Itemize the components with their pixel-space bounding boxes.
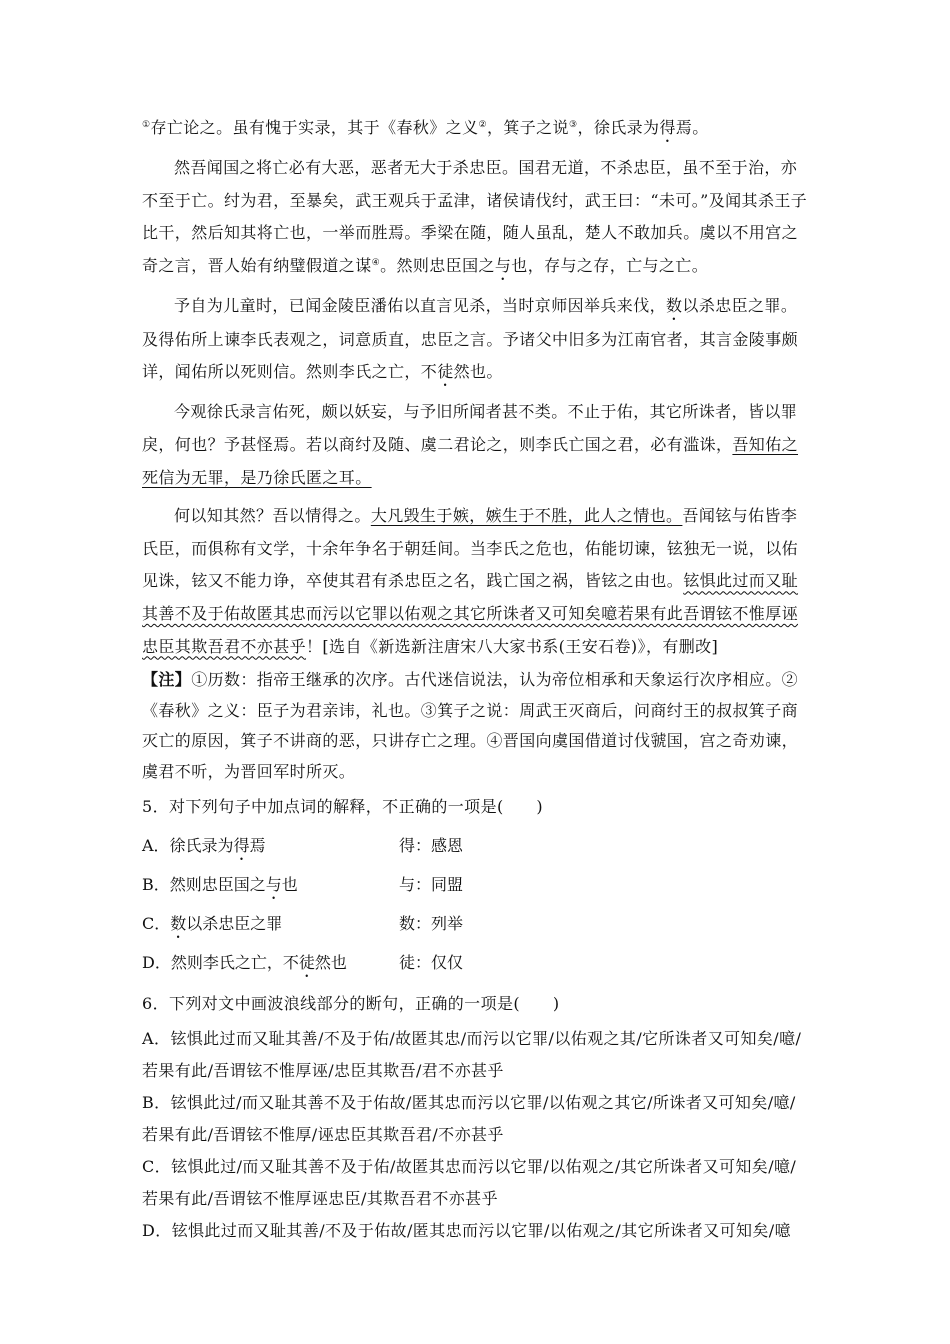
passage-text: ！[选自《新选新注唐宋八大家书系(王安石卷)》，有删改]: [306, 636, 719, 656]
underlined-sentence: 吾知佑之死信为无罪，是乃徐氏匿之耳。: [142, 434, 799, 487]
option-text: 也: [281, 875, 298, 895]
passage-text: 然也。: [453, 362, 503, 382]
passage-text: 予自为儿童时，已闻金陵臣潘佑以直言见杀，当时京师因举兵来伐，: [174, 295, 667, 315]
option-gloss: 徒：仅仅: [399, 953, 464, 973]
question-6-option-a: A．铉惧此过而又耻其善/不及于佑/故匿其忠/而污以它罪/以佑观之其/它所诛者又可知矣/噫/若果有此/吾谓铉不惟厚诬/忠臣其欺吾/君不亦甚乎: [142, 1029, 802, 1081]
option-text: A．徐氏录为: [142, 836, 234, 856]
option-sentence: [142, 943, 399, 982]
dotted-word: 与: [494, 255, 512, 275]
passage-paragraph-5: [142, 500, 812, 663]
passage-paragraph-4: [142, 396, 812, 494]
document-page: [142, 112, 812, 1247]
dotted-word: 与: [265, 875, 282, 895]
passage-text: 存亡论之。虽有愧于实录，其于《春秋》之义: [150, 118, 479, 137]
option-text: B．然则忠臣国之: [142, 875, 266, 895]
wavy-underlined-passage: 铉惧此过而又耻其善不及于佑故匿其忠而污以它罪以佑观之其它所诛者又可知矣噫若果有此吾谓铉不惟厚诬忠臣其欺吾君不亦甚乎: [142, 571, 799, 656]
question-6-option-d: D．铉惧此过而又耻其善/不及于佑故/匿其忠而污以它罪/以佑观之/其它所诛者又可知矣/噫: [142, 1221, 791, 1241]
question-5-option-b: [142, 865, 812, 904]
footnote-ref: ③: [568, 120, 578, 130]
dotted-word: 得: [233, 836, 250, 856]
option-sentence: [142, 865, 399, 904]
passage-text: 然吾闻国之将亡必有大恶，恶者无大于杀忠臣。国君无道，不杀忠臣，虽不至于治，亦不至于亡。纣为君，至暴矣，武王观兵于孟津，诸侯请伐纣，武王曰：“未可。”及闻其杀王子比干，然后知其将亡也，一举而胜焉。季梁在随，随人虽乱，楚人不敢加兵。虞以不用宫之奇之言，晋人始有纳璧假道之谋: [142, 158, 808, 275]
dotted-word: 得: [659, 118, 676, 137]
annotation-note: [142, 665, 812, 787]
option-text: 焉: [249, 836, 266, 856]
option-gloss: 与：同盟: [399, 875, 464, 895]
footnote-ref: ②: [478, 120, 487, 130]
passage-paragraph-3: [142, 290, 812, 391]
option-text: 然也: [314, 953, 347, 973]
option-text: C．: [142, 914, 171, 934]
question-6-option-b: B．铉惧此过/而又耻其善不及于佑故/匿其忠而污以它罪/以佑观之其它/所诛者又可知矣/噫/若果有此/吾谓铉不惟厚/诬忠臣其欺吾君/不亦甚乎: [142, 1093, 796, 1145]
question-5-option-c: [142, 904, 812, 943]
dotted-word: 徒: [298, 953, 315, 973]
passage-text: ，箕子之说: [486, 118, 569, 137]
question-6-stem: 6．下列对文中画波浪线部分的断句，正确的一项是( ): [142, 994, 560, 1014]
passage-paragraph-1: [142, 112, 812, 146]
dotted-word: 徒: [437, 362, 454, 382]
option-gloss: 得：感恩: [399, 836, 464, 856]
note-text: ①历数：指帝王继承的次序。古代迷信说法，认为帝位相承和天象运行次序相应。②《春秋》之义：臣子为君亲讳，礼也。③箕子之说：周武王灭商后，问商纣王的叔叔箕子商灭亡的原因，箕子不讲商的恶，只讲存亡之理。④晋国向虞国借道讨伐虢国，宫之奇劝谏，虞君不听，为晋回军时所灭。: [142, 670, 799, 781]
passage-paragraph-2: [142, 152, 812, 284]
passage-text: 吾闻铉与佑皆李氏臣，而俱称有文学，十余年争名于朝廷间。当李氏之危也，佑能切谏，铉独无一说，以佑见诛，铉又不能力诤，卒使其君有杀忠臣之名，践亡国之祸，皆铉之由也。: [142, 506, 799, 591]
dotted-word: 数: [666, 295, 683, 315]
note-label: 【注】: [142, 670, 192, 690]
option-sentence: [142, 904, 399, 943]
option-text: 以杀忠臣之罪: [186, 914, 283, 934]
dotted-word: 数: [170, 914, 187, 934]
passage-text: 何以知其然？吾以情得之。: [174, 506, 371, 526]
question-5-option-a: [142, 826, 812, 865]
passage-text: 。然则忠臣国之: [380, 255, 495, 275]
option-sentence: [142, 826, 399, 865]
question-5-stem: 5．对下列句子中加点词的解释，不正确的一项是( ): [142, 797, 544, 817]
passage-text: 也，存与之存，亡与之亡。: [511, 255, 709, 275]
footnote-ref: ④: [371, 257, 381, 268]
passage-text: 今观徐氏录言佑死，颇以妖妄，与予旧所闻者甚不类。不止于佑，其它所诛者，皆以罪戾，何也？予甚怪焉。若以商纣及随、虞二君论之，则李氏亡国之君，必有滥诛，: [142, 402, 798, 454]
question-6-option-c: C．铉惧此过/而又耻其善不及于佑/故匿其忠而污以它罪/以佑观之/其它所诛者又可知矣/噫/若果有此/吾谓铉不惟厚诬忠臣/其欺吾君不亦甚乎: [142, 1157, 797, 1209]
footnote-ref: ①: [142, 120, 151, 130]
question-5-option-d: [142, 943, 812, 982]
passage-text: 以杀忠臣之罪。及得佑所上谏李氏表观之，词意质直，忠臣之言。予诸父中旧多为江南官者，其言金陵事颇详，闻佑所以死则信。然则李氏之亡，不: [142, 295, 799, 382]
underlined-sentence: 大凡毁生于嫉，嫉生于不胜，此人之情也。: [370, 506, 683, 526]
passage-text: 焉。: [675, 118, 709, 137]
passage-text: ，徐氏录为: [577, 118, 660, 137]
option-text: D．然则李氏之亡，不: [142, 953, 299, 973]
option-gloss: 数：列举: [399, 914, 464, 934]
